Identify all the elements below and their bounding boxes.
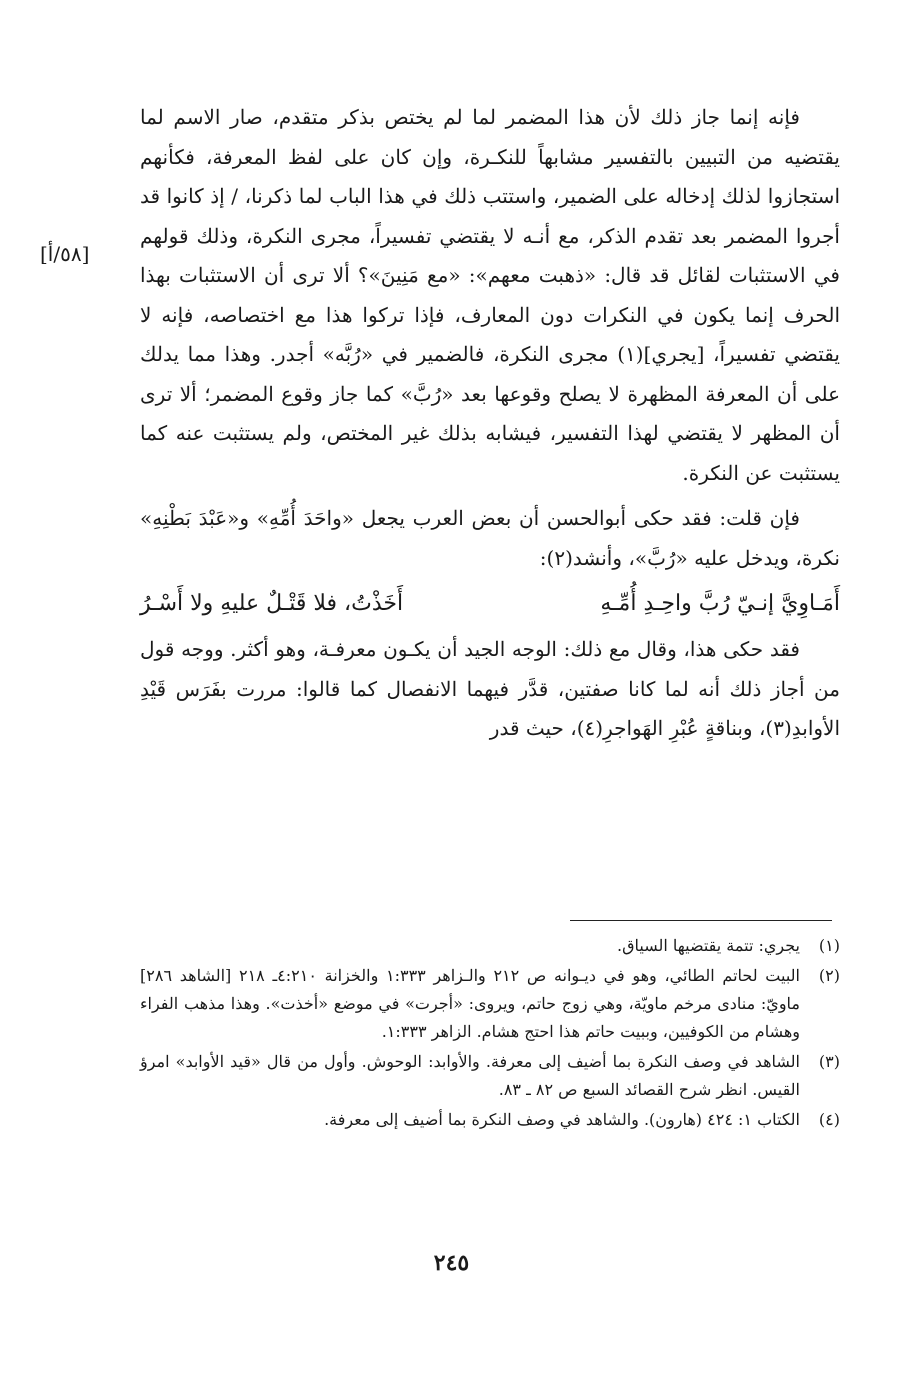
page-number: ٢٤٥	[433, 1250, 470, 1276]
footnote-number: (٢)	[818, 966, 840, 985]
footnote	[140, 932, 840, 960]
paragraph-2: فإن قلت: فقد حكى أبوالحسن أن بعض العرب يجعل «واحَدَ أُمِّهِ» و«عَبْدَ بَطْنِهِ» نكرة، ويدخل عليه «رُبَّ»، وأنشد(٢):	[140, 506, 840, 570]
footnote	[140, 1048, 840, 1104]
footnote-number: (١)	[818, 936, 840, 955]
footnote-text: يجري: تتمة يقتضيها السياق.	[616, 936, 800, 955]
main-text	[140, 98, 840, 749]
footnote-separator	[570, 920, 832, 921]
verse	[140, 578, 840, 630]
paragraph-1: فإنه إنما جاز ذلك لأن هذا المضمر لما لم يختص بذكر متقدم، صار الاسم لما يقتضيه من التبيين بالتفسير مشابهاً للنكـرة، وإن كان على لفظ المعرفة، فكأنهم استجازوا لذلك إدخاله على الضمير، واستتب ذلك في هذا الباب لما ذكرنا، / إذ كانوا قد أجروا المضمر بعد تقدم الذكر، مع أنـه لا يقتضي تفسيراً، مجرى النكرة، وذلك قولهم في الاستثبات لقائل قد قال: «ذهبت معهم»: «مع مَنِينَ»؟ ألا ترى أن الاستثبات بهذا الحرف إنما يكون في النكرات دون المعارف، فإذا تركوا هذا مع اختصاصه، فإنه لا يقتضي تفسيراً، [يجري](١) مجرى النكرة، فالضمير في «رُبَّه» أجدر. وهذا مما يدلك على أن المعرفة المظهرة لا يصلح وقوعها بعد «رُبَّ» كما جاز وقوع المضمر؛ ألا ترى أن المظهر لا يقتضي لهذا التفسير، فيشابه بذلك غير المختص، ولم يستثبت عنه كما يستثبت عن النكرة.	[140, 105, 840, 485]
footnote-number: (٤)	[818, 1110, 840, 1129]
margin-folio-note: [٥٨/أ]	[40, 242, 90, 266]
footnote-text: الشاهد في وصف النكرة بما أضيف إلى معرفة. والأوابد: الوحوش. وأول من قال «قيد الأوابد» امرؤ القيس. انظر شرح القصائد السبع ص ٨٢ ـ ٨٣.	[140, 1052, 800, 1099]
footnote-number: (٣)	[818, 1052, 840, 1071]
footnotes	[140, 932, 840, 1134]
footnote-text: الكتاب ١: ٤٢٤ (هارون). والشاهد في وصف النكرة بما أضيف إلى معرفة.	[324, 1110, 800, 1129]
paragraph-3: فقد حكى هذا، وقال مع ذلك: الوجه الجيد أن يكـون معرفـة، وهو أكثر. ووجه قول من أجاز ذلك أنه لما كانا صفتين، قدَّر فيهما الانفصال كما قالوا: مررت بفَرَس قَيْدِ الأوابدِ(٣)، وبناقةٍ عُبْرِ الهَواجرِ(٤)، حيث قدر	[140, 637, 840, 740]
footnote-text: البيت لحاتم الطائي، وهو في ديـوانه ص ٢١٢ والـزاهر ١:٣٣٣ والخزانة ٤:٢١٠ـ ٢١٨ [الشاهد ٢٨٦] ماويّ: منادى مرخم ماويّة، وهي زوج حاتم، ويروى: «أجرت» في موضع «أخذت». وهذا مذهب الفراء وهشام من الكوفيين، وببيت حاتم هذا احتج هشام. الزاهر ١:٣٣٣.	[140, 966, 800, 1041]
verse-second-hemistich: أَخَذْتُ، فلا قَتْـلٌ عليهِ ولا أَسْـرُ	[140, 591, 404, 617]
verse-first-hemistich: أَمَـاوِيَّ إنـيّ رُبَّ واحِـدِ أُمِّـهِ	[600, 591, 840, 617]
footnote	[140, 1106, 840, 1134]
footnote	[140, 962, 840, 1046]
